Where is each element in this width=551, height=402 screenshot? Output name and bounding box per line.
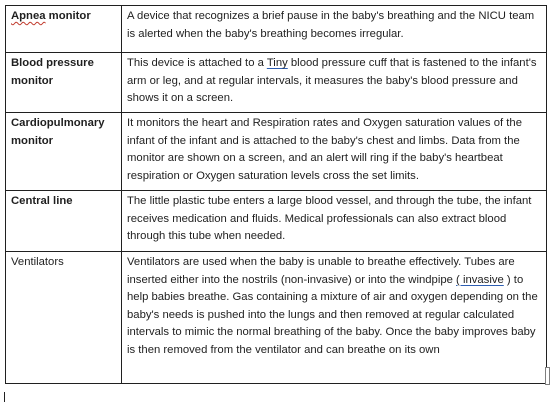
description-text: A device that recognizes a brief pause in the baby's breathing and the NICU team is alerted when the baby's breathing becomes irregular.: [127, 10, 535, 40]
margin-marker: [4, 392, 5, 402]
table-resize-handle[interactable]: [545, 367, 550, 385]
table-row: [6, 113, 547, 191]
description-cell[interactable]: [122, 113, 547, 191]
table-row: [6, 252, 547, 384]
term-cell[interactable]: [6, 252, 122, 384]
description-text: ) to help babies breathe. Gas containing a mixture of air and oxygen depending on the baby's needs is pushed into the lungs and then removed at regular calculated intervals to mimic the normal breathing of the baby. Once the baby improves baby is then removed from the ventilator and can breathe on its own: [127, 273, 538, 356]
description-cell[interactable]: [122, 53, 547, 113]
underlined-word: Tiny: [266, 57, 288, 69]
table-row: [6, 191, 547, 252]
term-cell[interactable]: [6, 113, 122, 191]
term-text: Central line: [11, 195, 73, 207]
description-text: blood pressure cuff that is fastened to the infant's arm or leg, and at regular intervals, it measures the baby's blood pressure and shows it on a screen.: [127, 57, 537, 104]
term-cell[interactable]: [6, 53, 122, 113]
device-table: [5, 5, 547, 384]
description-text: Ventilators are used when the baby is unable to breathe effectively. Tubes are inserted either into the nostrils (non-invasive) or into the windpipe: [127, 256, 515, 286]
table-row: [6, 53, 547, 113]
description-text: This device is attached to a: [127, 57, 267, 69]
term-text: Cardiopulmonary monitor: [11, 117, 105, 147]
term-cell[interactable]: [6, 6, 122, 53]
term-cell[interactable]: [6, 191, 122, 252]
term-text: Blood pressure monitor: [11, 57, 94, 87]
term-text: Apnea: [11, 10, 46, 22]
description-cell[interactable]: [122, 191, 547, 252]
underlined-word: ( invasive: [456, 273, 504, 286]
description-text: The little plastic tube enters a large blood vessel, and through the tube, the infant receives medication and fluids. Medical professionals can also extract blood through this tube when needed.: [127, 195, 532, 242]
table-row: [6, 6, 547, 53]
description-cell[interactable]: [122, 252, 547, 384]
description-cell[interactable]: [122, 6, 547, 53]
description-text: It monitors the heart and Respiration rates and Oxygen saturation values of the infant of the infant and is attached to the baby's chest and limbs. Data from the monitor are shown on a screen, and an alert will ring if the baby's heartbeat respiration or Oxygen saturation levels cross the set limits.: [127, 117, 522, 182]
term-text: monitor: [45, 10, 91, 22]
term-text: Ventilators: [11, 256, 64, 268]
